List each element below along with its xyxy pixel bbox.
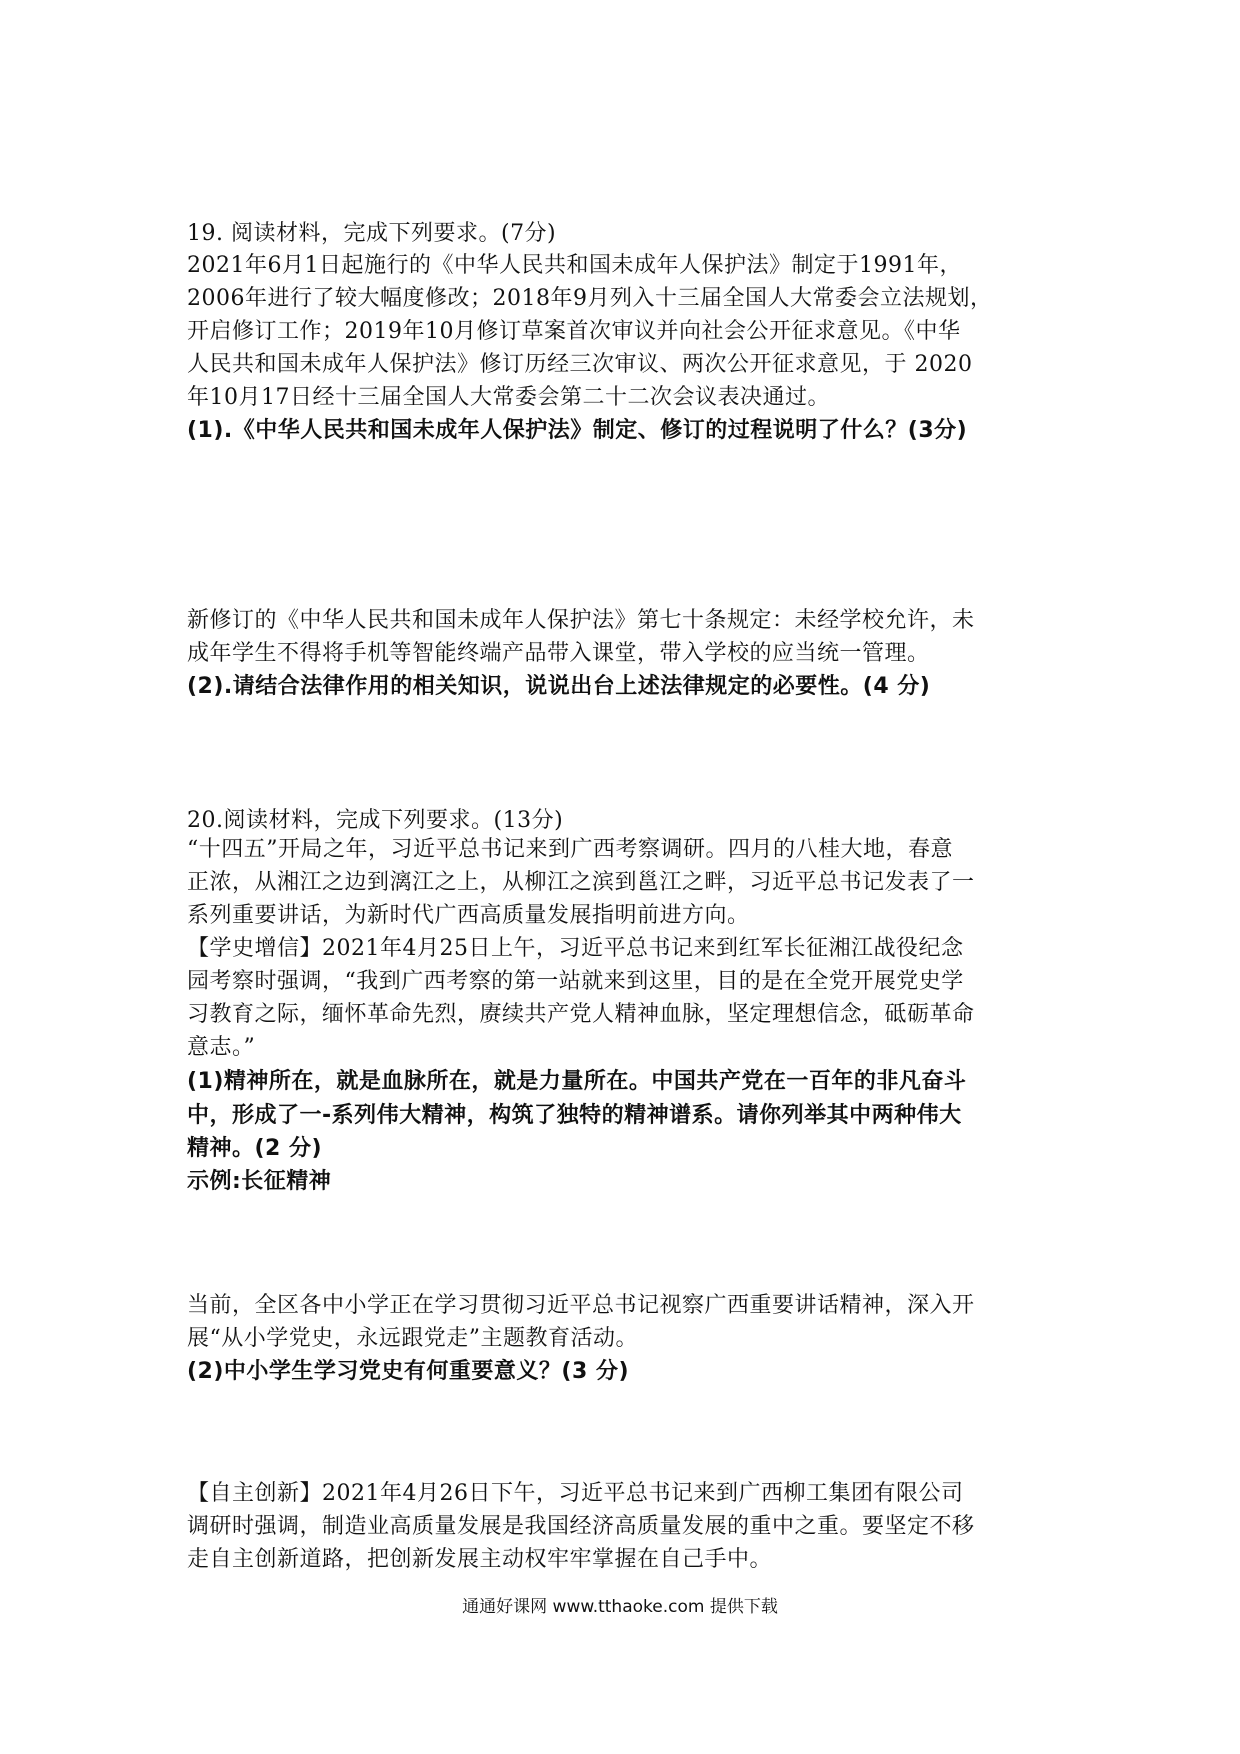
q20-material-line: 园考察时强调，“我到广西考察的第一站就来到这里，目的是在全党开展党史学 — [187, 969, 964, 994]
q19-subquestion-1: (1).《中华人民共和国未成年人保护法》制定、修订的过程说明了什么？(3分) — [187, 418, 968, 443]
q20-material-line: “十四五”开局之年，习近平总书记来到广西考察调研。四月的八桂大地，春意 — [187, 837, 953, 862]
q20-example: 示例:长征精神 — [187, 1169, 332, 1194]
q20-material3-line: 调研时强调，制造业高质量发展是我国经济高质量发展的重中之重。要坚定不移 — [187, 1514, 975, 1539]
q20-material3-line: 【自主创新】2021年4月26日下午，习近平总书记来到广西柳工集团有限公司 — [187, 1481, 964, 1506]
q19-material-line: 2006年进行了较大幅度修改；2018年9月列入十三届全国人大常委会立法规划， — [187, 286, 993, 311]
q19-subquestion-2: (2).请结合法律作用的相关知识，说说出台上述法律规定的必要性。(4 分) — [187, 674, 931, 699]
q20-material-line: 【学史增信】2021年4月25日上午，习近平总书记来到红军长征湘江战役纪念 — [187, 936, 964, 961]
q19-material2-line: 成年学生不得将手机等智能终端产品带入课堂，带入学校的应当统一管理。 — [187, 641, 930, 666]
q20-subquestion-1-line: 中，形成了一-系列伟大精神，构筑了独特的精神谱系。请你列举其中两种伟大 — [187, 1103, 962, 1128]
question-20-title: 20.阅读材料，完成下列要求。(13分) — [187, 808, 564, 833]
q20-material-line: 系列重要讲话，为新时代广西高质量发展指明前进方向。 — [187, 903, 750, 928]
q20-subquestion-1-line: (1)精神所在，就是血脉所在，就是力量所在。中国共产党在一百年的非凡奋斗 — [187, 1069, 967, 1094]
q19-material-line: 年10月17日经十三届全国人大常委会第二十二次会议表决通过。 — [187, 385, 830, 410]
q20-material2-line: 展“从小学党史，永远跟党走”主题教育活动。 — [187, 1326, 638, 1351]
page-footer: 通通好课网 www.tthaoke.com 提供下载 — [462, 1597, 778, 1617]
question-19-title: 19. 阅读材料，完成下列要求。(7分) — [187, 221, 557, 246]
q19-material-line: 开启修订工作；2019年10月修订草案首次审议并向社会公开征求意见。《中华 — [187, 319, 961, 344]
q20-material2-line: 当前，全区各中小学正在学习贯彻习近平总书记视察广西重要讲话精神，深入开 — [187, 1293, 975, 1318]
q20-material-line: 习教育之际，缅怀革命先烈，赓续共产党人精神血脉，坚定理想信念，砥砺革命 — [187, 1002, 975, 1027]
q20-subquestion-2: (2)中小学生学习党史有何重要意义？(3 分) — [187, 1359, 629, 1384]
q19-material-line: 2021年6月1日起施行的《中华人民共和国未成年人保护法》制定于1991年， — [187, 253, 962, 278]
q20-subquestion-1-line: 精神。(2 分) — [187, 1136, 323, 1161]
q20-material-line: 意志。” — [187, 1035, 256, 1060]
q20-material3-line: 走自主创新道路，把创新发展主动权牢牢掌握在自己手中。 — [187, 1547, 773, 1572]
q19-material-line: 人民共和国未成年人保护法》修订历经三次审议、两次公开征求意见，于 2020 — [187, 352, 973, 377]
q19-material2-line: 新修订的《中华人民共和国未成年人保护法》第七十条规定：未经学校允许，未 — [187, 608, 975, 633]
q20-material-line: 正浓，从湘江之边到漓江之上，从柳江之滨到邕江之畔，习近平总书记发表了一 — [187, 870, 975, 895]
